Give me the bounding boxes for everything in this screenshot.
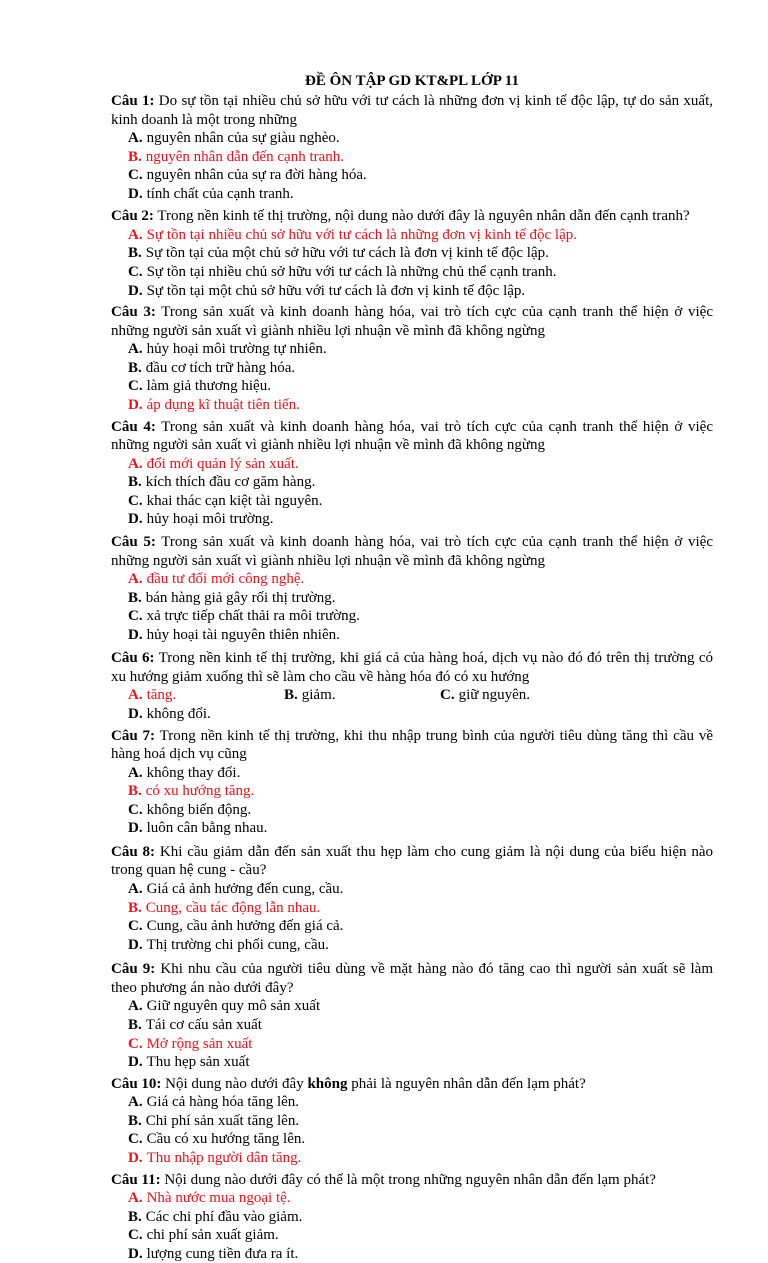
answer-option-c <box>128 166 440 185</box>
question-text: phải là nguyên nhân dẫn đến lạm phát? <box>347 1075 586 1092</box>
option-text: làm giả thương hiệu. <box>146 378 271 395</box>
question-text: Do sự tồn tại nhiều chủ sở hữu với tư cách là những đơn vị kinh tế độc lập, tự do sản xuất, kinh doanh là một trong những <box>111 93 713 128</box>
answer-option-c <box>128 263 713 282</box>
question-stem <box>111 1075 713 1094</box>
option-text: không biến động. <box>146 801 252 818</box>
option-label: C. <box>128 378 143 395</box>
option-text: tăng. <box>146 687 177 704</box>
option-text: giữ nguyên. <box>458 687 531 704</box>
option-label: D. <box>128 1054 143 1071</box>
question-number: Câu 4: <box>111 418 156 435</box>
question-text: Nội dung nào dưới đây có thể là một trong những nguyên nhân dẫn đến lạm phát? <box>164 1171 656 1188</box>
answer-option-a <box>128 686 284 705</box>
answer-option-c <box>128 1226 440 1245</box>
option-text: hủy hoại tài nguyên thiên nhiên. <box>146 626 340 643</box>
answer-option-a <box>128 880 440 899</box>
answer-option-a <box>128 1093 440 1112</box>
option-text: không đổi. <box>146 705 211 722</box>
answer-option-c <box>128 801 440 820</box>
answer-option-a <box>128 340 440 359</box>
option-label: B. <box>128 1208 142 1225</box>
option-label: D. <box>128 1149 143 1166</box>
question-emphasis: không <box>307 1075 348 1092</box>
option-label: D. <box>128 705 143 722</box>
option-label: B. <box>128 359 142 376</box>
question-number: Câu 5: <box>111 534 156 550</box>
option-text: Sự tồn tại nhiều chủ sở hữu với tư cách là những đơn vị kinh tế độc lập. <box>146 226 578 243</box>
answer-option-c <box>440 686 596 705</box>
option-label: D. <box>128 936 143 953</box>
question-number: Câu 10: <box>111 1075 162 1092</box>
answer-option-d <box>128 1053 440 1072</box>
question-number: Câu 9: <box>111 961 156 978</box>
option-label: C. <box>128 1035 143 1052</box>
option-label: C. <box>128 801 143 818</box>
question-10 <box>111 1075 713 1168</box>
option-label: A. <box>128 880 143 897</box>
option-text: Cung, cầu ảnh hưởng đến giá cả. <box>146 918 344 935</box>
option-label: B. <box>128 245 142 262</box>
option-text: hủy hoại môi trường. <box>146 511 274 528</box>
answer-option-d <box>128 936 440 955</box>
question-number: Câu 2: <box>111 208 154 225</box>
question-11 <box>111 1171 713 1263</box>
option-text: Thu nhập người dân tăng. <box>146 1149 302 1166</box>
answer-option-b <box>128 782 440 801</box>
option-text: đầu tư đổi mới công nghệ. <box>146 571 305 587</box>
question-1 <box>111 92 713 203</box>
option-label: B. <box>128 148 142 165</box>
answer-option-d <box>128 282 713 301</box>
option-text: Chi phí sản xuất tăng lên. <box>145 1112 300 1129</box>
answer-option-a <box>128 455 440 474</box>
option-label: B. <box>128 899 142 916</box>
question-text: Trong nền kinh tế thị trường, nội dung nào dưới đây là nguyên nhân dẫn đến cạnh tranh? <box>157 208 690 225</box>
option-text: nguyên nhân của sự ra đời hàng hóa. <box>146 167 367 184</box>
answer-options <box>111 1189 713 1263</box>
option-label: A. <box>128 764 143 781</box>
question-text: Trong nền kinh tế thị trường, khi thu nhập trung bình của người tiêu dùng tăng thì cầu về hàng hoá dịch vụ cũng <box>111 727 714 763</box>
question-text: Trong sản xuất và kinh doanh hàng hóa, vai trò tích cực của cạnh tranh thể hiện ở việc những người sản xuất vì giành nhiều lợi nhuận về mình đã không ngừng <box>111 534 713 569</box>
option-label: A. <box>128 130 143 146</box>
question-number: Câu 1: <box>111 93 155 109</box>
answer-option-c <box>128 607 440 626</box>
answer-option-c <box>128 492 440 511</box>
answer-option-a <box>128 570 440 589</box>
option-label: C. <box>128 1227 143 1244</box>
option-text: Nhà nước mua ngoại tệ. <box>146 1190 291 1207</box>
option-label: C. <box>440 687 455 704</box>
option-text: nguyên nhân của sự giàu nghèo. <box>146 130 340 146</box>
answer-option-b <box>128 244 713 263</box>
option-label: A. <box>128 226 143 243</box>
question-stem <box>111 533 713 570</box>
question-stem <box>111 649 713 686</box>
question-stem <box>111 727 713 764</box>
option-label: C. <box>128 167 143 184</box>
option-label: A. <box>128 341 143 358</box>
option-label: C. <box>128 918 143 935</box>
option-label: B. <box>128 474 142 491</box>
option-label: B. <box>128 589 142 606</box>
answer-option-b <box>128 473 440 492</box>
option-label: D. <box>128 397 143 414</box>
option-label: D. <box>128 282 143 299</box>
answer-options <box>111 226 713 300</box>
page-title: ĐỀ ÔN TẬP GD KT&PL LỚP 11 <box>305 73 519 89</box>
answer-option-b <box>128 899 440 918</box>
option-label: D. <box>128 1245 143 1262</box>
answer-option-a <box>128 226 713 245</box>
question-text: Trong nền kinh tế thị trường, khi giá cả của hàng hoá, dịch vụ nào đó đó trên thị trường có xu hướng giảm xuống thì sẽ làm cho cầu về hàng hóa đó có xu hướng <box>111 650 713 685</box>
answer-option-d <box>128 626 440 645</box>
question-stem <box>111 303 713 340</box>
answer-option-c <box>128 1035 440 1054</box>
option-text: Thị trường chi phối cung, cầu. <box>146 936 329 953</box>
answer-option-d <box>128 185 440 204</box>
answer-option-b <box>128 1208 440 1227</box>
option-label: D. <box>128 626 143 643</box>
option-text: Giữ nguyên quy mô sản xuất <box>146 998 321 1015</box>
answer-option-b <box>128 1016 440 1035</box>
option-label: B. <box>128 1016 142 1033</box>
option-text: khai thác cạn kiệt tài nguyên. <box>146 492 323 509</box>
answer-options <box>111 997 713 1071</box>
option-label: B. <box>284 687 298 704</box>
answer-option-d <box>128 819 440 838</box>
answer-options <box>111 1093 713 1167</box>
option-label: C. <box>128 1131 143 1148</box>
answer-options <box>111 686 713 723</box>
question-3 <box>111 303 713 414</box>
exam-page <box>111 70 713 1263</box>
option-text: lượng cung tiền đưa ra ít. <box>146 1245 299 1262</box>
option-text: không thay đổi. <box>146 764 241 781</box>
option-label: A. <box>128 455 143 472</box>
answer-option-a <box>128 764 440 783</box>
answer-option-a <box>128 1189 440 1208</box>
option-text: Giá cả hàng hóa tăng lên. <box>146 1094 300 1111</box>
question-4 <box>111 418 713 529</box>
answer-option-a <box>128 997 440 1016</box>
option-text: tính chất của cạnh tranh. <box>146 185 294 202</box>
option-label: D. <box>128 185 143 202</box>
question-text: Trong sản xuất và kinh doanh hàng hóa, vai trò tích cực của cạnh tranh thể hiện ở việc những người sản xuất vì giành nhiều lợi nhuận về mình đã không ngừng <box>111 304 713 339</box>
question-6 <box>111 649 713 723</box>
question-text: Khi cầu giảm dẫn đến sản xuất thu hẹp làm cho cung giảm là nội dung của biểu hiện nào trong quan hệ cung - cầu? <box>111 843 714 879</box>
answer-options <box>111 340 713 414</box>
question-number: Câu 6: <box>111 650 155 667</box>
question-list <box>111 92 713 1263</box>
option-text: nguyên nhân dẫn đến cạnh tranh. <box>145 148 345 165</box>
answer-options <box>111 570 713 644</box>
option-text: Sự tồn tại của một chủ sở hữu với tư cách là đơn vị kinh tế độc lập. <box>145 245 549 262</box>
answer-option-d <box>128 705 284 724</box>
option-text: có xu hướng tăng. <box>145 783 255 800</box>
option-label: A. <box>128 687 143 704</box>
answer-options <box>111 129 713 203</box>
answer-options <box>111 764 713 838</box>
answer-option-c <box>128 917 440 936</box>
answer-option-d <box>128 510 440 529</box>
option-text: xả trực tiếp chất thải ra môi trường. <box>146 608 360 625</box>
question-number: Câu 3: <box>111 304 156 321</box>
answer-option-c <box>128 377 440 396</box>
question-stem <box>111 843 713 880</box>
question-stem <box>111 418 713 455</box>
answer-option-d <box>128 1149 440 1168</box>
question-number: Câu 11: <box>111 1171 161 1188</box>
question-stem <box>111 1171 713 1190</box>
answer-option-d <box>128 1245 440 1263</box>
answer-option-c <box>128 1130 440 1149</box>
question-stem <box>111 207 713 226</box>
question-stem <box>111 960 713 997</box>
option-text: đầu cơ tích trữ hàng hóa. <box>145 359 296 376</box>
option-text: luôn cân bằng nhau. <box>146 820 268 837</box>
option-text: chi phí sản xuất giảm. <box>146 1227 279 1244</box>
option-text: Cung, cầu tác động lẫn nhau. <box>145 899 321 916</box>
answer-option-b <box>128 148 440 167</box>
answer-option-b <box>128 589 440 608</box>
answer-option-b <box>284 686 440 705</box>
answer-option-b <box>128 359 440 378</box>
question-number: Câu 8: <box>111 843 156 860</box>
option-text: Sự tồn tại một chủ sở hữu với tư cách là đơn vị kinh tế độc lập. <box>146 282 526 299</box>
option-text: Các chi phí đầu vào giảm. <box>145 1208 303 1225</box>
question-8 <box>111 843 713 954</box>
answer-options <box>111 880 713 954</box>
option-text: hủy hoại môi trường tự nhiên. <box>146 341 327 358</box>
option-label: C. <box>128 608 143 625</box>
option-label: C. <box>128 492 143 509</box>
question-7 <box>111 727 713 838</box>
option-label: B. <box>128 783 142 800</box>
option-label: A. <box>128 1094 143 1111</box>
question-text: Khi nhu cầu của người tiêu dùng về mặt hàng nào đó tăng cao thì người sản xuất sẽ làm theo phương án nào dưới đây? <box>111 961 714 996</box>
option-label: A. <box>128 998 143 1015</box>
question-9 <box>111 960 713 1071</box>
option-label: A. <box>128 571 143 587</box>
question-text: Nội dung nào dưới đây <box>165 1075 308 1092</box>
option-text: Sự tồn tại nhiều chủ sở hữu với tư cách là những chủ thể cạnh tranh. <box>146 264 557 281</box>
option-label: C. <box>128 264 143 281</box>
option-text: giảm. <box>301 687 336 704</box>
option-text: Giá cả ảnh hưởng đến cung, cầu. <box>146 880 344 897</box>
answer-option-b <box>128 1112 440 1131</box>
option-text: kích thích đầu cơ găm hàng. <box>145 474 316 491</box>
option-text: Tái cơ cấu sản xuất <box>145 1016 262 1033</box>
question-number: Câu 7: <box>111 727 156 744</box>
answer-option-a <box>128 129 440 148</box>
option-text: áp dụng kĩ thuật tiên tiến. <box>146 397 300 414</box>
answer-options <box>111 455 713 529</box>
option-label: A. <box>128 1190 143 1207</box>
question-5 <box>111 533 713 644</box>
answer-option-d <box>128 396 440 415</box>
option-text: bán hàng giả gây rối thị trường. <box>145 589 336 606</box>
option-label: D. <box>128 820 143 837</box>
option-text: Mở rộng sản xuất <box>146 1035 253 1052</box>
question-text: Trong sản xuất và kinh doanh hàng hóa, vai trò tích cực của cạnh tranh thể hiện ở việc những người sản xuất vì giành nhiều lợi nhuận về mình đã không ngừng <box>111 418 713 454</box>
question-2 <box>111 207 713 300</box>
question-stem <box>111 92 713 129</box>
option-label: D. <box>128 511 143 528</box>
option-text: Thu hẹp sản xuất <box>146 1054 250 1071</box>
option-text: đổi mới quản lý sản xuất. <box>146 455 299 472</box>
option-label: B. <box>128 1112 142 1129</box>
option-text: Cầu có xu hướng tăng lên. <box>146 1131 306 1148</box>
